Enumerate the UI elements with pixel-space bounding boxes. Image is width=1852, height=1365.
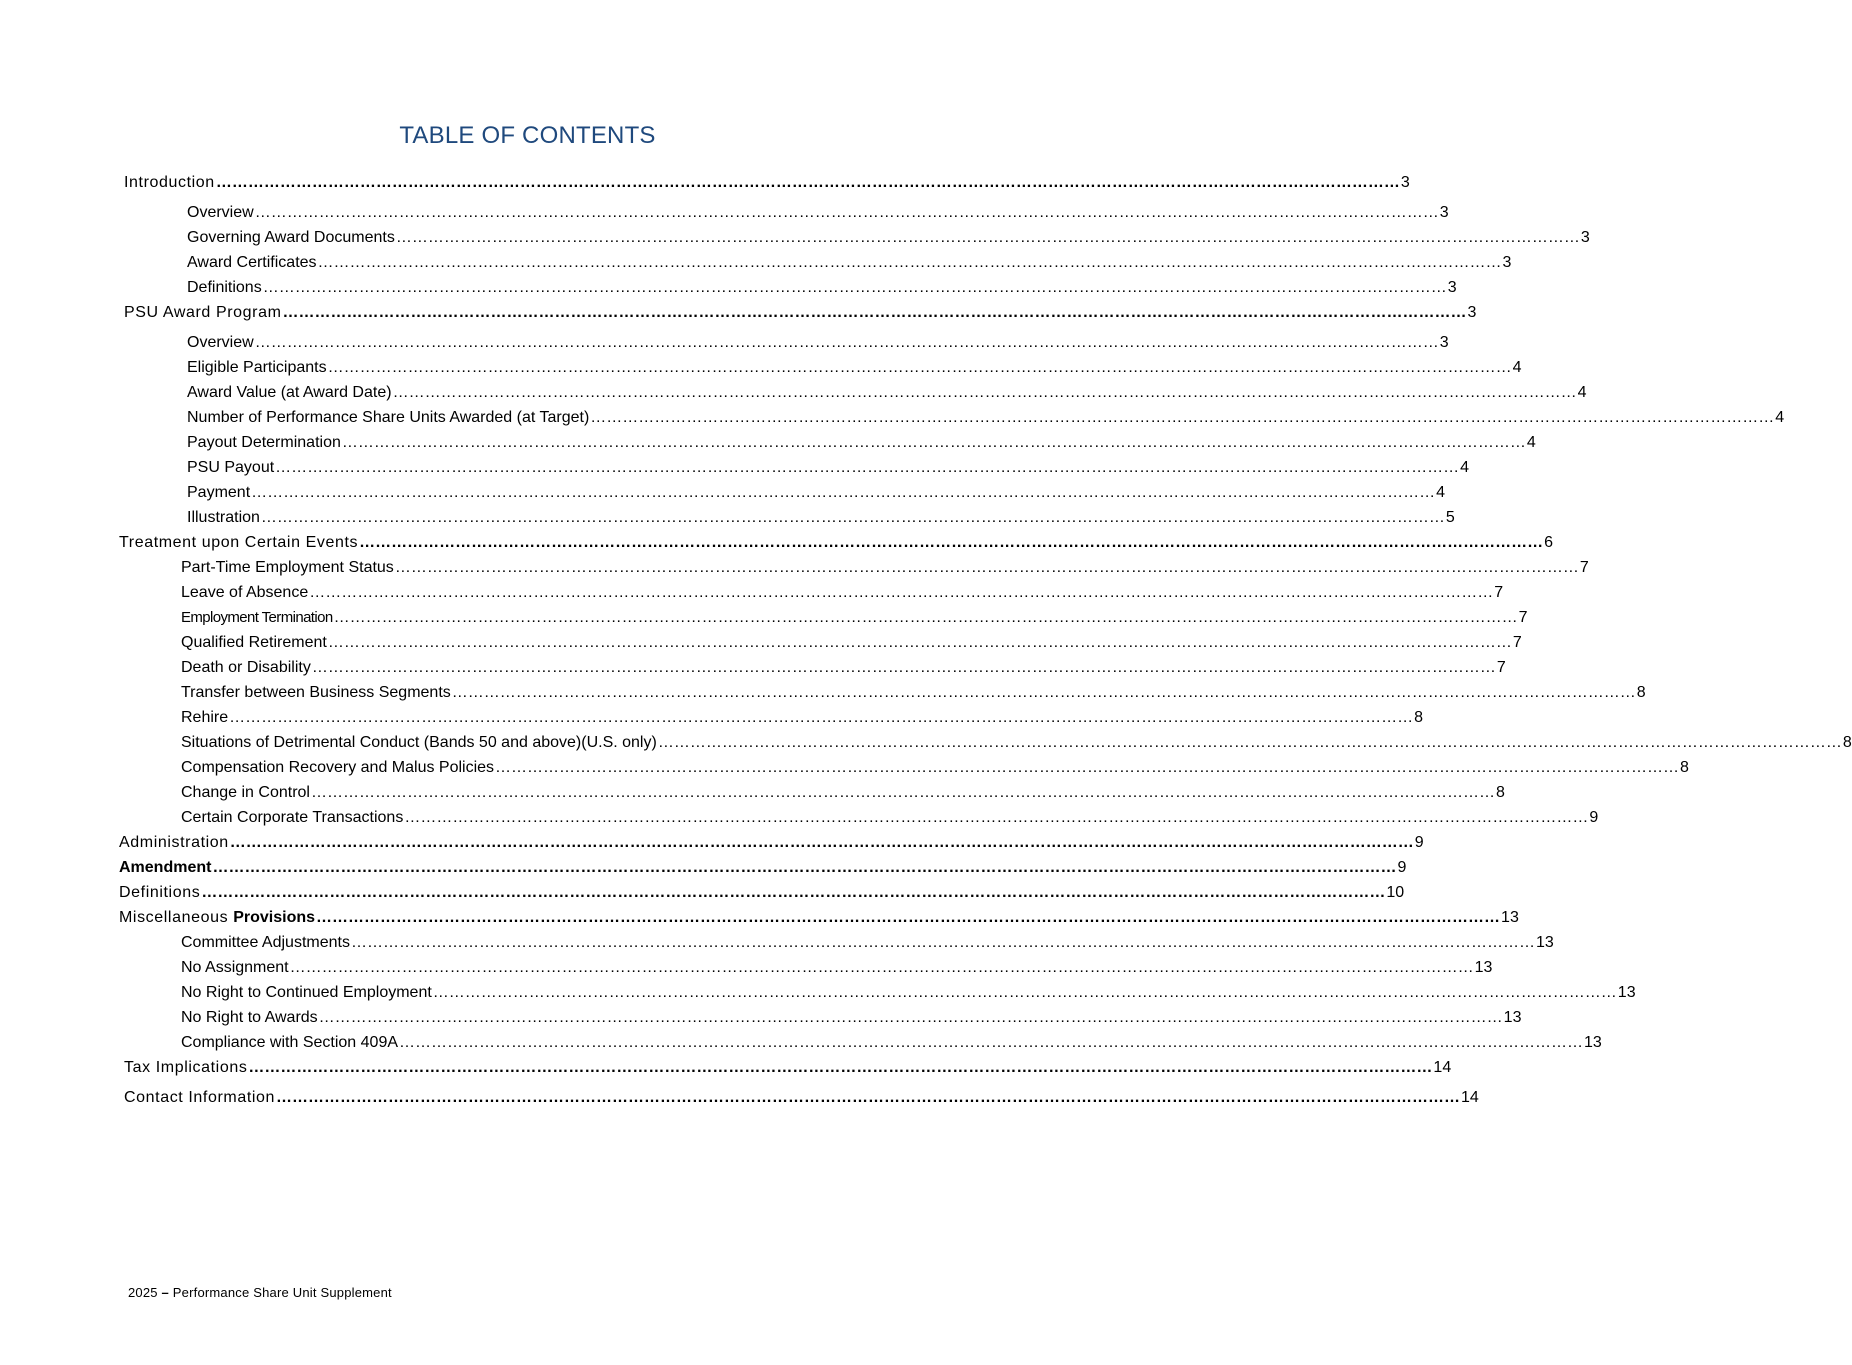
toc-page-number: 7 (1496, 659, 1506, 676)
footer-year: 2025 (128, 1285, 158, 1300)
toc-page-number: 5 (1445, 509, 1455, 526)
footer-text: Performance Share Unit Supplement (172, 1285, 392, 1300)
toc-label: Award Certificates (187, 254, 317, 271)
toc-entry-situations-of-detrimental-conduct[interactable] (181, 730, 1852, 755)
toc-leader: …………………………………………………………………………………………………………………………………………………………………………………………………… (276, 1089, 1461, 1106)
toc-leader: …………………………………………………………………………………………………………………………………………………………………………………………………… (495, 759, 1680, 776)
toc-page-number: 8 (1842, 734, 1852, 751)
toc-entry-eligible-participants[interactable] (187, 355, 1522, 380)
toc-leader: …………………………………………………………………………………………………………………………………………………………………………………………………… (359, 534, 1544, 551)
toc-page-number: 7 (1518, 609, 1528, 626)
toc-entry-no-right-to-awards[interactable] (181, 1005, 1522, 1030)
toc-leader: …………………………………………………………………………………………………………………………………………………………………………………………………… (350, 934, 1535, 951)
toc-entry-committee-adjustments[interactable] (181, 930, 1554, 955)
toc-page-number: 4 (1577, 384, 1587, 401)
toc-label-bold-part: Provisions (233, 909, 316, 926)
toc-label: Amendment (119, 859, 212, 876)
toc-label: Overview (187, 204, 254, 221)
toc-label: Governing Award Documents (187, 229, 395, 246)
toc-page-number: 3 (1439, 334, 1449, 351)
footer-dash: – (161, 1285, 169, 1300)
toc-page-number: 3 (1439, 204, 1449, 221)
toc-page-number: 4 (1436, 484, 1446, 501)
toc-page-number: 3 (1580, 229, 1590, 246)
toc-label: Award Value (at Award Date) (187, 384, 392, 401)
toc-page-number: 13 (1535, 934, 1554, 951)
toc-page-number: 3 (1467, 304, 1477, 321)
toc-entry-administration[interactable] (119, 830, 1424, 855)
toc-page-number: 9 (1414, 834, 1424, 851)
toc-entry-payment[interactable] (187, 480, 1446, 505)
toc-label: Contact Information (124, 1089, 276, 1106)
toc-leader: …………………………………………………………………………………………………………………………………………………………………………………………………… (327, 634, 1512, 651)
toc-page-number: 10 (1386, 884, 1405, 901)
toc-page-number: 13 (1503, 1009, 1522, 1026)
toc-leader: …………………………………………………………………………………………………………………………………………………………………………………………………… (333, 609, 1518, 626)
toc-page-number: 9 (1397, 859, 1407, 876)
toc-label: Committee Adjustments (181, 934, 350, 951)
toc-label: No Assignment (181, 959, 289, 976)
toc-leader: …………………………………………………………………………………………………………………………………………………………………………………………………… (309, 584, 1494, 601)
toc-leader: …………………………………………………………………………………………………………………………………………………………………………………………………… (248, 1059, 1433, 1076)
toc-entry-introduction[interactable] (124, 170, 1410, 195)
toc-leader: …………………………………………………………………………………………………………………………………………………………………………………………………… (451, 684, 1636, 701)
toc-leader: …………………………………………………………………………………………………………………………………………………………………………………………………… (392, 384, 1577, 401)
toc-label: Illustration (187, 509, 260, 526)
toc-entry-death-or-disability[interactable] (181, 655, 1506, 680)
toc-label: Qualified Retirement (181, 634, 327, 651)
toc-leader: …………………………………………………………………………………………………………………………………………………………………………………………………… (282, 304, 1467, 321)
toc-leader: …………………………………………………………………………………………………………………………………………………………………………………………………… (316, 909, 1501, 926)
toc-page-number: 9 (1589, 809, 1599, 826)
toc-leader: …………………………………………………………………………………………………………………………………………………………………………………………………… (229, 709, 1414, 726)
toc-entry-tax-implications[interactable] (124, 1055, 1452, 1080)
toc-entry-compensation-recovery[interactable] (181, 755, 1689, 780)
toc-leader: …………………………………………………………………………………………………………………………………………………………………………………………………… (394, 559, 1579, 576)
toc-leader: …………………………………………………………………………………………………………………………………………………………………………………………………… (432, 984, 1617, 1001)
toc-page-number: 4 (1526, 434, 1536, 451)
toc-entry-definitions[interactable] (187, 275, 1457, 300)
toc-label: Overview (187, 334, 254, 351)
toc-label: Certain Corporate Transactions (181, 809, 404, 826)
toc-page-number: 7 (1494, 584, 1504, 601)
toc-entry-qualified-retirement[interactable] (181, 630, 1522, 655)
toc-page-number: 7 (1512, 634, 1522, 651)
toc-leader: …………………………………………………………………………………………………………………………………………………………………………………………………… (215, 174, 1400, 191)
toc-leader: …………………………………………………………………………………………………………………………………………………………………………………………………… (275, 459, 1460, 476)
toc-leader: …………………………………………………………………………………………………………………………………………………………………………………………………… (395, 229, 1580, 246)
toc-label: Employment Termination (181, 609, 333, 626)
toc-entry-no-right-to-continued-employment[interactable] (181, 980, 1636, 1005)
toc-page-number: 13 (1474, 959, 1493, 976)
toc-entry-number-of-psus-awarded[interactable] (187, 405, 1785, 430)
toc-entry-definitions-section[interactable] (119, 880, 1405, 905)
toc-label: Leave of Absence (181, 584, 309, 601)
toc-leader: …………………………………………………………………………………………………………………………………………………………………………………………………… (201, 884, 1386, 901)
toc-entry-governing-award-documents[interactable] (187, 225, 1590, 250)
toc-leader: …………………………………………………………………………………………………………………………………………………………………………………………………… (262, 279, 1447, 296)
toc-label: PSU Award Program (124, 304, 282, 321)
toc-entry-illustration[interactable] (187, 505, 1455, 530)
toc-entry-psu-payout[interactable] (187, 455, 1470, 480)
toc-label: Payout Determination (187, 434, 341, 451)
toc-entry-leave-of-absence[interactable] (181, 580, 1504, 605)
toc-entry-overview[interactable] (187, 200, 1449, 225)
toc-entry-certain-corporate-transactions[interactable] (181, 805, 1599, 830)
toc-label: Death or Disability (181, 659, 311, 676)
toc-leader: …………………………………………………………………………………………………………………………………………………………………………………………………… (327, 359, 1512, 376)
toc-label: Definitions (187, 279, 262, 296)
toc-page-number: 3 (1447, 279, 1457, 296)
page-footer (128, 1285, 392, 1300)
toc-page-number: 8 (1680, 759, 1689, 776)
toc-leader: …………………………………………………………………………………………………………………………………………………………………………………………………… (399, 1034, 1584, 1051)
toc-entry-part-time-employment-status[interactable] (181, 555, 1589, 580)
toc-label: No Right to Awards (181, 1009, 318, 1026)
toc-page-number: 13 (1501, 909, 1519, 926)
toc-page-number: 13 (1617, 984, 1636, 1001)
toc-entry-psu-overview[interactable] (187, 330, 1449, 355)
toc-label: Situations of Detrimental Conduct (Bands 50 and above)(U.S. only) (181, 734, 657, 751)
toc-leader: …………………………………………………………………………………………………………………………………………………………………………………………………… (657, 734, 1842, 751)
page-title: TABLE OF CONTENTS (399, 122, 656, 149)
toc-entry-award-certificates[interactable] (187, 250, 1512, 275)
toc-label: Tax Implications (124, 1059, 248, 1076)
toc-page-number: 8 (1414, 709, 1424, 726)
toc-label: Definitions (119, 884, 201, 901)
toc-entry-no-assignment[interactable] (181, 955, 1493, 980)
toc-entry-amendment[interactable] (119, 855, 1407, 880)
toc-leader: …………………………………………………………………………………………………………………………………………………………………………………………………… (254, 204, 1439, 221)
toc-entry-rehire[interactable] (181, 705, 1424, 730)
toc-leader: …………………………………………………………………………………………………………………………………………………………………………………………………… (212, 859, 1397, 876)
toc-label: Introduction (124, 174, 215, 191)
toc-label: Change in Control (181, 784, 310, 801)
toc-page-number: 3 (1400, 174, 1410, 191)
toc-entry-payout-determination[interactable] (187, 430, 1536, 455)
toc-label: Compliance with Section 409A (181, 1034, 399, 1051)
toc-page-number: 14 (1433, 1059, 1452, 1076)
toc-page-number: 4 (1512, 359, 1522, 376)
toc-label: Administration (119, 834, 229, 851)
toc-label: Number of Performance Share Units Awarded (at Target) (187, 409, 590, 426)
toc-page-number: 14 (1461, 1089, 1479, 1106)
toc-label: Compensation Recovery and Malus Policies (181, 759, 495, 776)
toc-label: Treatment upon Certain Events (119, 534, 359, 551)
toc-leader: …………………………………………………………………………………………………………………………………………………………………………………………………… (260, 509, 1445, 526)
toc-entry-treatment-upon-certain-events[interactable] (119, 530, 1554, 555)
toc-label: Payment (187, 484, 251, 501)
toc-leader: …………………………………………………………………………………………………………………………………………………………………………………………………… (404, 809, 1589, 826)
toc-entry-psu-award-program[interactable] (124, 300, 1477, 325)
toc-page-number: 3 (1502, 254, 1512, 271)
toc-leader: …………………………………………………………………………………………………………………………………………………………………………………………………… (590, 409, 1775, 426)
toc-leader: …………………………………………………………………………………………………………………………………………………………………………………………………… (318, 1009, 1503, 1026)
toc-entry-miscellaneous-provisions[interactable] (119, 905, 1519, 930)
toc-entry-award-value[interactable] (187, 380, 1587, 405)
toc-entry-employment-termination[interactable] (181, 605, 1528, 630)
toc-label: Rehire (181, 709, 229, 726)
toc-entry-contact-information[interactable] (124, 1085, 1479, 1110)
toc-page-number: 13 (1584, 1034, 1602, 1051)
toc-leader: …………………………………………………………………………………………………………………………………………………………………………………………………… (254, 334, 1439, 351)
toc-page-number: 8 (1636, 684, 1646, 701)
toc-leader: …………………………………………………………………………………………………………………………………………………………………………………………………… (317, 254, 1502, 271)
toc-page-number: 7 (1579, 559, 1589, 576)
toc-page-number: 4 (1460, 459, 1470, 476)
toc-label: PSU Payout (187, 459, 275, 476)
toc-page-number: 6 (1544, 534, 1554, 551)
toc-leader: …………………………………………………………………………………………………………………………………………………………………………………………………… (229, 834, 1414, 851)
toc-label-part: Miscellaneous (119, 909, 234, 926)
toc-page-number: 4 (1775, 409, 1785, 426)
toc-leader: …………………………………………………………………………………………………………………………………………………………………………………………………… (289, 959, 1474, 976)
toc-leader: …………………………………………………………………………………………………………………………………………………………………………………………………… (310, 784, 1495, 801)
toc-leader: …………………………………………………………………………………………………………………………………………………………………………………………………… (251, 484, 1436, 501)
toc-entry-transfer-between-business-segments[interactable] (181, 680, 1646, 705)
toc-label: Transfer between Business Segments (181, 684, 451, 701)
toc-page-number: 8 (1495, 784, 1505, 801)
toc-label: No Right to Continued Employment (181, 984, 432, 1001)
toc-label (119, 905, 315, 930)
toc-leader: …………………………………………………………………………………………………………………………………………………………………………………………………… (311, 659, 1496, 676)
toc-entry-compliance-with-section-409a[interactable] (181, 1030, 1602, 1055)
toc-leader: …………………………………………………………………………………………………………………………………………………………………………………………………… (341, 434, 1526, 451)
toc-entry-change-in-control[interactable] (181, 780, 1505, 805)
toc-label: Eligible Participants (187, 359, 327, 376)
toc-label: Part-Time Employment Status (181, 559, 394, 576)
